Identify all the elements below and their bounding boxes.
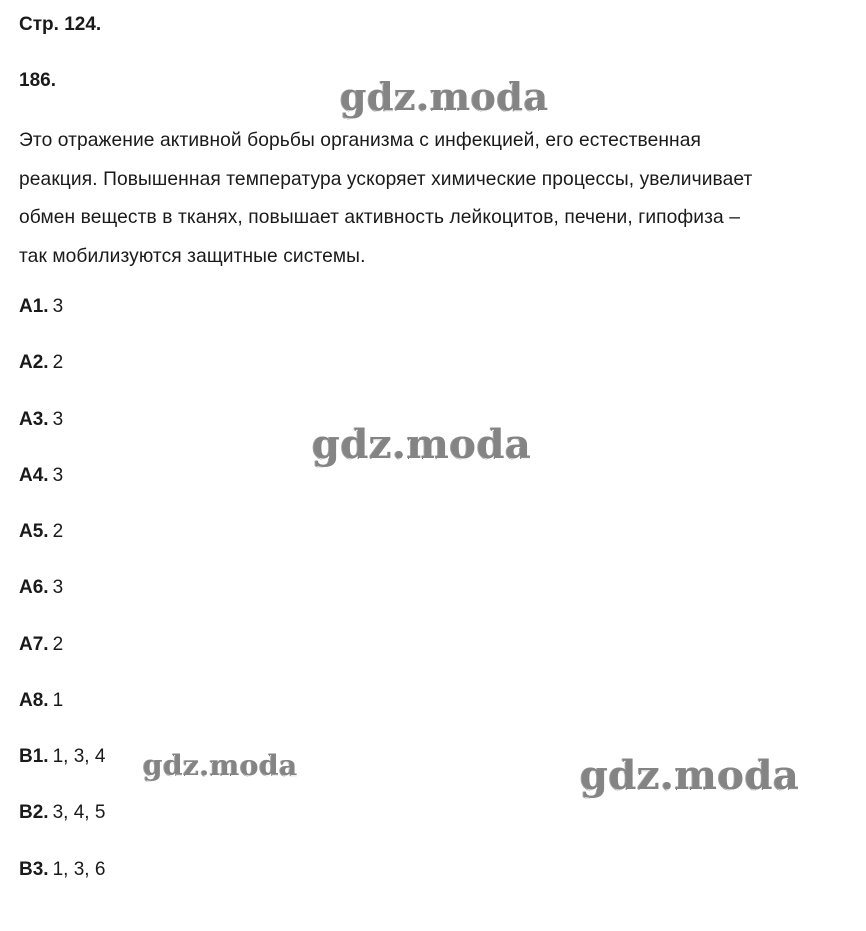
answer-label: А5. [19,521,49,542]
answer-paragraph [19,122,859,276]
answer-value: 3, 4, 5 [52,802,106,823]
answer-value: 1 [52,690,64,711]
answer-value: 3 [52,465,64,486]
watermark: gdz.moda [312,421,532,468]
answer-value: 1, 3, 6 [52,859,106,880]
answer-row [19,634,63,656]
paragraph-line: Это отражение активной борьбы организма с инфекцией, его естественная [19,130,701,151]
answer-row [19,465,63,487]
watermark: gdz.moda [580,752,800,799]
answer-row [19,521,63,543]
answer-label: А6. [19,577,49,598]
answer-label: А8. [19,690,49,711]
answer-label: В1. [19,746,49,767]
answer-row [19,296,63,318]
answer-value: 2 [52,521,64,542]
answer-value: 1, 3, 4 [52,746,106,767]
answer-label: А1. [19,296,49,317]
answer-row [19,859,105,881]
answer-row [19,409,63,431]
answer-value: 2 [52,352,64,373]
answer-value: 3 [52,409,64,430]
answer-row [19,802,105,824]
answer-row [19,577,63,599]
watermark: gdz.moda [143,749,298,782]
answer-label: А4. [19,465,49,486]
paragraph-line: реакция. Повышенная температура ускоряет химические процессы, увеличивает [19,168,753,190]
watermark: gdz.moda [340,74,549,119]
answer-value: 3 [52,296,64,317]
answer-value: 2 [52,634,64,655]
answer-label: А2. [19,352,49,373]
answer-row [19,746,105,768]
answer-label: А3. [19,409,49,430]
answer-label: В2. [19,802,49,823]
paragraph-line: обмен веществ в тканях, повышает активность лейкоцитов, печени, гипофиза – [19,207,740,228]
answer-row [19,352,63,374]
answer-label: А7. [19,634,49,655]
paragraph-line: так мобилизуются защитные системы. [19,245,366,267]
task-number: 186. [19,70,56,91]
answer-label: В3. [19,859,49,880]
page-header: Стр. 124. [19,14,102,35]
answer-value: 3 [52,577,64,598]
answer-row [19,690,63,712]
